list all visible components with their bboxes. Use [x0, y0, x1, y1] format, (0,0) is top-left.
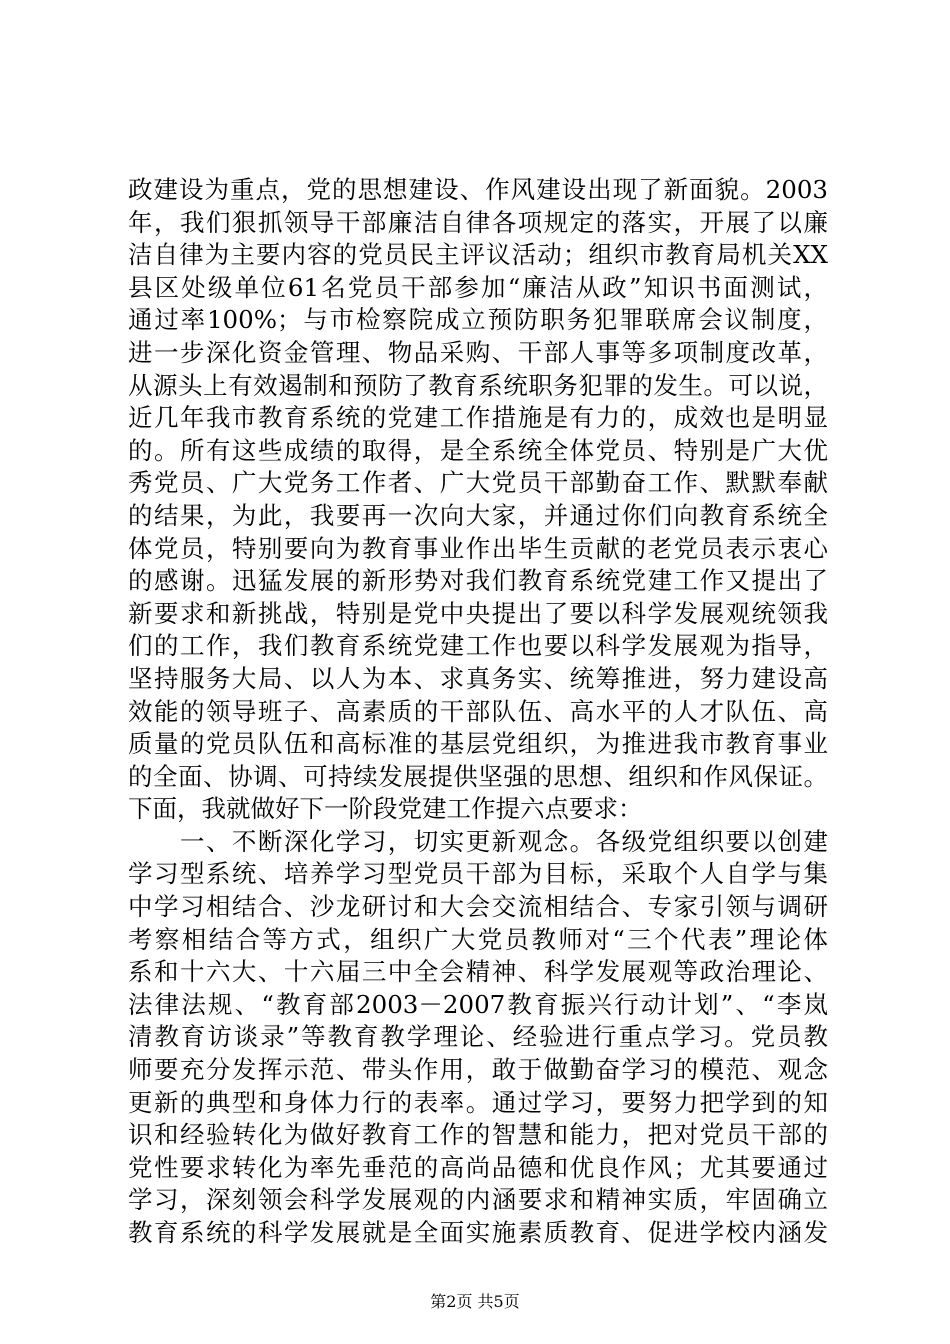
text-line: 通过率100%；与市检察院成立预防职务犯罪联席会议制度， — [128, 305, 828, 335]
text-line: 师要充分发挥示范、带头作用，敢于做勤奋学习的模范、观念 — [128, 1055, 828, 1085]
text-line: 的感谢。迅猛发展的新形势对我们教育系统党建工作又提出了 — [128, 566, 828, 596]
text-line: 中学习相结合、沙龙研讨和大会交流相结合、专家引领与调研 — [128, 892, 828, 922]
text-line: 洁自律为主要内容的党员民主评议活动；组织市教育局机关XX — [128, 240, 828, 270]
text-line: 下面，我就做好下一阶段党建工作提六点要求： — [128, 794, 643, 824]
text-line: 学习型系统、培养学习型党员干部为目标，采取个人自学与集 — [128, 859, 828, 889]
text-line: 清教育访谈录”等教育教学理论、经验进行重点学习。党员教 — [128, 1022, 828, 1052]
text-line: 年，我们狠抓领导干部廉洁自律各项规定的落实，开展了以廉 — [128, 207, 828, 237]
text-line: 教育系统的科学发展就是全面实施素质教育、促进学校内涵发 — [128, 1218, 828, 1247]
text-line: 县区处级单位61名党员干部参加“廉洁从政”知识书面测试， — [128, 272, 828, 302]
text-line: 考察相结合等方式，组织广大党员教师对“三个代表”理论体 — [128, 924, 828, 954]
text-line: 的全面、协调、可持续发展提供坚强的思想、组织和作风保证。 — [128, 761, 828, 791]
text-line: 质量的党员队伍和高标准的基层党组织，为推进我市教育事业 — [128, 729, 828, 759]
text-line: 们的工作，我们教育系统党建工作也要以科学发展观为指导， — [128, 631, 828, 661]
text-line: 坚持服务大局、以人为本、求真务实、统筹推进，努力建设高 — [128, 663, 828, 693]
text-line: 学习，深刻领会科学发展观的内涵要求和精神实质，牢固确立 — [128, 1185, 828, 1215]
text-line: 进一步深化资金管理、物品采购、干部人事等多项制度改革， — [128, 337, 828, 367]
text-line: 的。所有这些成绩的取得，是全系统全体党员、特别是广大优 — [128, 435, 828, 465]
text-line: 从源头上有效遏制和预防了教育系统职务犯罪的发生。可以说， — [128, 370, 828, 400]
body-text — [128, 174, 828, 1250]
text-line: 政建设为重点，党的思想建设、作风建设出现了新面貌。2003 — [128, 175, 828, 204]
text-line: 体党员，特别要向为教育事业作出毕生贡献的老党员表示衷心 — [128, 533, 828, 563]
text-line: 法律法规、“教育部2003－2007教育振兴行动计划”、“李岚 — [128, 989, 828, 1019]
text-line: 党性要求转化为率先垂范的高尚品德和优良作风；尤其要通过 — [128, 1152, 828, 1182]
text-line: 新要求和新挑战，特别是党中央提出了要以科学发展观统领我 — [128, 598, 828, 628]
text-line: 的结果，为此，我要再一次向大家，并通过你们向教育系统全 — [128, 500, 828, 530]
text-line: 系和十六大、十六届三中全会精神、科学发展观等政治理论、 — [128, 957, 828, 987]
text-line: 近几年我市教育系统的党建工作措施是有力的，成效也是明显 — [128, 403, 828, 433]
text-line: 秀党员、广大党务工作者、广大党员干部勤奋工作、默默奉献 — [128, 468, 828, 498]
text-line: 更新的典型和身体力行的表率。通过学习，要努力把学到的知 — [128, 1087, 828, 1117]
text-line: 识和经验转化为做好教育工作的智慧和能力，把对党员干部的 — [128, 1120, 828, 1150]
text-line: 一、不断深化学习，切实更新观念。各级党组织要以创建 — [128, 826, 828, 856]
text-line: 效能的领导班子、高素质的干部队伍、高水平的人才队伍、高 — [128, 696, 828, 726]
page-footer: 第2页 共5页 — [430, 1292, 520, 1311]
